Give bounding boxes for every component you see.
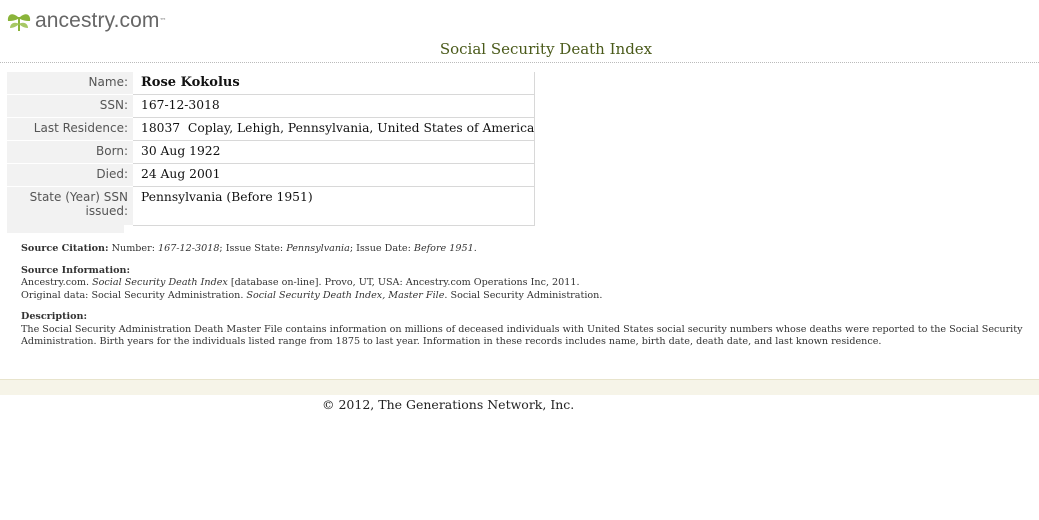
citation-date-label: ; Issue Date: [349,243,411,254]
description-text: The Social Security Administration Death Master File contains information on millions of deceased individuals with United States social security numbers whose deaths were reported to the Social Security Administration. Birth years for the individuals listed range from 1875 to last year. Information in these records includes name, birth date, death date, and last known residence. [21,323,1023,347]
record-row-name [7,72,535,95]
source-info-heading: Source Information: [21,264,131,276]
description-heading: Description: [21,311,88,322]
label-column-tail [7,222,124,233]
record-value: 30 Aug 1922 [133,141,535,164]
record-value: 24 Aug 2001 [133,164,535,187]
record-value: 167-12-3018 [133,95,535,118]
record-value: 18037 Coplay, Lehigh, Pennsylvania, United States of America [133,118,535,141]
ancestry-logo[interactable] [6,7,167,35]
record-row-residence [7,118,535,141]
citation-state: Pennsylvania [286,243,350,254]
record-label: Last Residence: [7,118,133,141]
citation-state-label: ; Issue State: [219,243,284,254]
source-info-text: [database on-line]. Provo, UT, USA: Ancestry.com Operations Inc, 2011. [227,277,580,288]
record-table [7,72,535,226]
source-info-line [21,290,1037,303]
title-divider [0,62,1039,63]
citation-date: Before 1951 [413,243,474,254]
source-info-title: Social Security Death Index [92,277,228,288]
record-value: Pennsylvania (Before 1951) [133,187,535,226]
citation-end: . [473,243,477,254]
record-row-state-issued [7,187,535,226]
record-label: Name: [7,72,133,95]
source-info-title: Social Security Death Index, Master File [246,289,445,301]
footer-band [0,379,1039,395]
source-citation [21,243,1037,256]
citation-heading: Source Citation: [21,243,109,254]
citation-number: 167-12-3018 [158,243,220,254]
description [21,311,1037,349]
record-row-ssn [7,95,535,118]
copyright: © 2012, The Generations Network, Inc. [322,397,575,412]
record-row-born [7,141,535,164]
record-label: Born: [7,141,133,164]
record-notes [21,243,1037,358]
record-label: Died: [7,164,133,187]
page-title: Social Security Death Index [439,40,653,58]
record-label: State (Year) SSN issued: [7,187,133,226]
source-info-text: Original data: Social Security Administration. [21,289,247,301]
citation-number-label: Number: [111,243,155,254]
record-label: SSN: [7,95,133,118]
brand-name: ancestry.com [35,9,160,32]
brand-tm: ™ [159,17,167,25]
source-information [21,265,1037,303]
source-info-text: . Social Security Administration. [444,289,603,301]
source-info-line [21,277,1037,290]
record-value: Rose Kokolus [133,72,535,95]
leaf-logo-icon [6,9,32,33]
record-row-died [7,164,535,187]
source-info-text: Ancestry.com. [21,277,93,288]
